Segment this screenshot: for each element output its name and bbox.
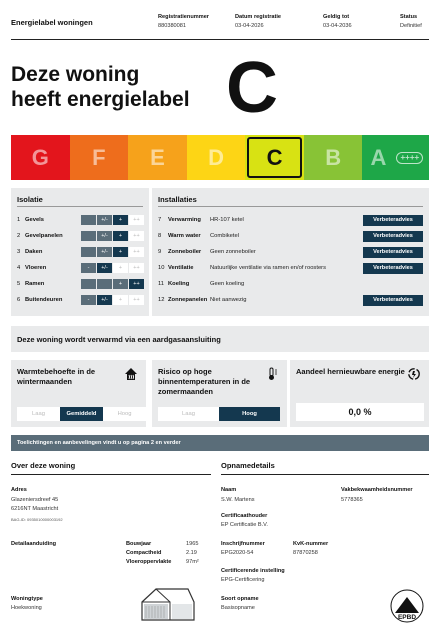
installaties-panel <box>152 188 429 316</box>
opname-title: Opnamedetails <box>221 461 275 470</box>
rating-box: +/- <box>97 247 112 257</box>
row-number: 12 <box>158 297 165 303</box>
row-number: 3 <box>17 249 21 255</box>
isolatie-panel <box>11 188 149 316</box>
row-value: HR-107 ketel <box>210 217 244 223</box>
rating-box <box>97 279 112 289</box>
isolatie-row <box>17 278 145 290</box>
divider <box>11 474 211 475</box>
bouwjaar-label: Bouwjaar <box>126 541 152 547</box>
svg-text:EPBD: EPBD <box>397 614 417 621</box>
risico-scale <box>158 407 280 421</box>
isolatie-row <box>17 262 145 274</box>
epbd-logo <box>390 589 424 623</box>
installatie-row <box>158 262 423 274</box>
row-number: 9 <box>158 249 162 255</box>
row-label: Verwarming <box>168 217 201 223</box>
tip-bar: Toelichtingen en aanbevelingen vindt u op pagina 2 en verder <box>11 435 429 451</box>
warmtebehoefte-card <box>11 360 146 427</box>
divider <box>158 206 423 207</box>
inschrijfnummer-label: Inschrijfnummer <box>221 541 265 547</box>
isolatie-title: Isolatie <box>17 195 43 204</box>
rating-box: + <box>113 295 128 305</box>
scale-c-active: C <box>245 135 304 180</box>
hernieuwbaar-value: 0,0 % <box>296 403 424 421</box>
heating-text: Deze woning wordt verwarmd via een aardgasaansluiting <box>17 335 221 344</box>
verbeteradvies-button[interactable]: Verbeteradvies <box>363 231 423 242</box>
scale-b: B <box>304 135 363 180</box>
rating-box: ++ <box>129 295 144 305</box>
row-value: Geen zonneboiler <box>210 249 256 255</box>
verbeteradvies-button[interactable]: Verbeteradvies <box>363 263 423 274</box>
row-number: 8 <box>158 233 162 239</box>
rating-box: ++ <box>129 215 144 225</box>
naam-label: Naam <box>221 487 237 493</box>
row-label: Gevels <box>25 217 45 223</box>
row-number: 7 <box>158 217 162 223</box>
adres-line1: Glazeniersdreef 45 <box>11 497 59 503</box>
row-number: 11 <box>158 281 165 287</box>
certificaathouder-label: Certificaathouder <box>221 513 268 519</box>
installatie-row <box>158 246 423 258</box>
installatie-row <box>158 214 423 226</box>
divider <box>221 474 429 475</box>
inschrijfnummer-value: EPG2020-54 <box>221 550 254 556</box>
hernieuwbaar-card <box>290 360 429 427</box>
rating-box: + <box>113 215 128 225</box>
vloeroppervlakte-value: 97m² <box>186 559 199 565</box>
rating-box <box>81 231 96 241</box>
row-value: Niet aanwezig <box>210 297 247 303</box>
naam-value: S.W. Martens <box>221 497 255 503</box>
scale-g: G <box>11 135 70 180</box>
about-title: Over deze woning <box>11 461 76 470</box>
installaties-title: Installaties <box>158 195 197 204</box>
energy-label-letter: C <box>226 48 278 128</box>
soort-opname-label: Soort opname <box>221 596 259 602</box>
vakbekwaamheid-label: Vakbekwaamheidsnummer <box>341 487 413 493</box>
rating-box <box>81 247 96 257</box>
datum-registratie: Datum registratie 03-04-2026 <box>235 14 282 29</box>
row-label: Warm water <box>168 233 201 239</box>
warmtebehoefte-title: Warmtebehoefte in de wintermaanden <box>17 367 96 386</box>
rating-box: +/- <box>97 295 112 305</box>
installatie-row <box>158 294 423 306</box>
header-bar <box>11 11 429 37</box>
bouwjaar-value: 1965 <box>186 541 199 547</box>
house-type-icon <box>138 586 198 622</box>
document-title: Energielabel woningen <box>11 18 93 27</box>
option-laag: Laag <box>158 407 219 421</box>
heating-panel <box>11 326 429 352</box>
vloeroppervlakte-label: Vloeroppervlakte <box>126 559 172 565</box>
row-number: 6 <box>17 297 21 303</box>
rating-box: ++ <box>129 247 144 257</box>
row-label: Gevelpanelen <box>25 233 63 239</box>
scale-d: D <box>187 135 246 180</box>
option-hoog: Hoog <box>103 407 146 421</box>
rating-box: ++ <box>129 279 144 289</box>
rating-box: + <box>113 247 128 257</box>
compactheid-value: 2.19 <box>186 550 197 556</box>
woningtype-value: Hoekwoning <box>11 605 42 611</box>
row-number: 5 <box>17 281 21 287</box>
row-label: Koeling <box>168 281 190 287</box>
instelling-value: EPG-Certificering <box>221 577 265 583</box>
rating-box: - <box>81 263 96 273</box>
option-gemiddeld: Gemiddeld <box>60 407 103 421</box>
adres-line2: 6216NT Maastricht <box>11 506 59 512</box>
rating-box: + <box>113 231 128 241</box>
detail-label: Detailaanduiding <box>11 541 57 547</box>
row-value: Combiketel <box>210 233 239 239</box>
row-label: Zonnepanelen <box>168 297 208 303</box>
scale-e: E <box>128 135 187 180</box>
risico-card <box>152 360 287 427</box>
row-label: Buitendeuren <box>25 297 63 303</box>
scale-f: F <box>70 135 129 180</box>
risico-title: Risico op hoge binnentemperaturen in de zomermaanden <box>158 367 251 396</box>
row-number: 1 <box>17 217 21 223</box>
row-label: Daken <box>25 249 43 255</box>
row-label: Vloeren <box>25 265 47 271</box>
verbeteradvies-button[interactable]: Verbeteradvies <box>363 247 423 258</box>
status: Status Definitief <box>400 14 422 29</box>
geldig-tot: Geldig tot 03-04-2036 <box>323 14 352 29</box>
row-label: Ventilatie <box>168 265 194 271</box>
row-number: 4 <box>17 265 21 271</box>
vakbekwaamheid-value: 5778365 <box>341 497 363 503</box>
rating-box: +/- <box>97 215 112 225</box>
option-laag: Laag <box>17 407 60 421</box>
headline: Deze woning heeft energielabel <box>11 63 190 111</box>
compactheid-label: Compactheid <box>126 550 162 556</box>
registratienummer: Registratienummer 880380081 <box>158 14 209 29</box>
rating-box: +/- <box>97 263 112 273</box>
warmtebehoefte-scale <box>17 407 146 421</box>
renewable-icon <box>407 367 421 381</box>
row-number: 10 <box>158 265 165 271</box>
row-label: Zonneboiler <box>168 249 202 255</box>
kvk-value: 87870258 <box>293 550 318 556</box>
option-hoog: Hoog <box>219 407 280 421</box>
rating-box: + <box>113 263 128 273</box>
verbeteradvies-button[interactable]: Verbeteradvies <box>363 215 423 226</box>
soort-opname-value: Basisopname <box>221 605 255 611</box>
installatie-row <box>158 230 423 242</box>
rating-box: - <box>81 295 96 305</box>
certificaathouder-value: EP Certificatie B.V. <box>221 522 268 528</box>
divider <box>11 39 429 40</box>
scale-a: A ++++ <box>362 135 429 180</box>
rating-box: ++ <box>129 263 144 273</box>
kvk-label: KvK-nummer <box>293 541 329 547</box>
installatie-row <box>158 278 423 290</box>
rating-box: + <box>113 279 128 289</box>
isolatie-row <box>17 246 145 258</box>
isolatie-row <box>17 294 145 306</box>
isolatie-row <box>17 230 145 242</box>
a-plus-badge: ++++ <box>396 152 423 164</box>
isolatie-row <box>17 214 145 226</box>
row-value: Natuurlijke ventilatie via ramen en/of roosters <box>210 265 326 271</box>
rating-box: +/- <box>97 231 112 241</box>
rating-box <box>81 215 96 225</box>
divider <box>17 206 143 207</box>
instelling-label: Certificerende instelling <box>221 568 285 574</box>
adres-label: Adres <box>11 487 27 493</box>
hernieuwbaar-title: Aandeel hernieuwbare energie <box>296 367 405 376</box>
thermometer-icon <box>265 367 279 381</box>
woningtype-label: Woningtype <box>11 596 43 602</box>
row-number: 2 <box>17 233 21 239</box>
rating-box <box>81 279 96 289</box>
rating-box: ++ <box>129 231 144 241</box>
energy-label-scale <box>11 135 429 180</box>
house-heat-icon <box>124 367 138 381</box>
bag-id: BAG-ID: 0935010000003192 <box>11 517 63 522</box>
row-value: Geen koeling <box>210 281 245 287</box>
row-label: Ramen <box>25 281 45 287</box>
verbeteradvies-button[interactable]: Verbeteradvies <box>363 295 423 306</box>
